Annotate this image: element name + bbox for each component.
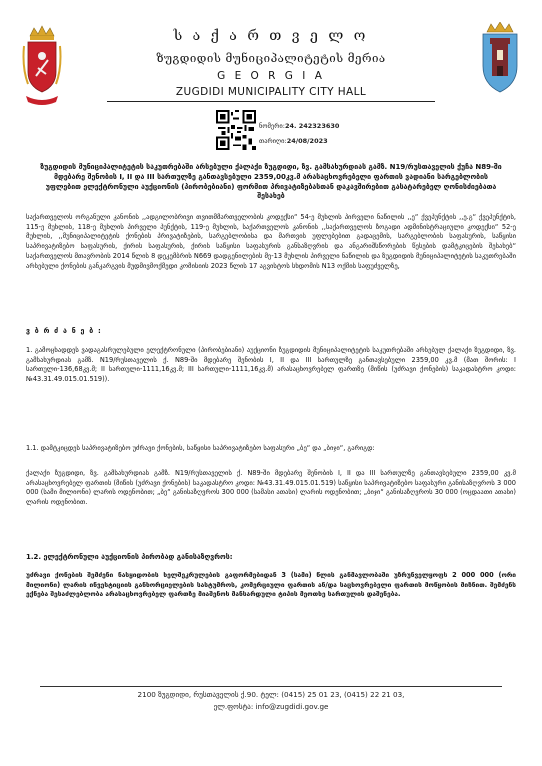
document-date-value: 24/08/2023 bbox=[286, 137, 328, 145]
header-title-georgian: ს ა ქ ა რ თ ვ ე ლ ო bbox=[173, 28, 369, 44]
document-number-label: ნომერი: bbox=[259, 122, 285, 130]
document-date-label: თარიღი: bbox=[259, 137, 287, 145]
zugdidi-city-emblem-icon bbox=[479, 22, 521, 94]
document-number bbox=[259, 122, 339, 130]
clause-1-2-heading: 1.2. ელექტრონული აუქციონის პირობად განისაზღვროს: bbox=[26, 553, 233, 561]
header-divider bbox=[107, 101, 435, 102]
qr-code-icon bbox=[216, 110, 256, 150]
footer-address: 2100 ზუგდიდი, რუსთაველის ქ.90. ტელ: (0415) 25 01 23, (0415) 22 21 03, bbox=[137, 690, 405, 699]
order-heading: ვ ბ რ ძ ა ნ ე ბ : bbox=[26, 327, 103, 335]
header-organization-english: ZUGDIDI MUNICIPALITY CITY HALL bbox=[175, 86, 367, 98]
header-subtitle-georgian: ზუგდიდის მუნიციპალიტეტის მერია bbox=[156, 51, 386, 65]
footer-divider bbox=[40, 686, 502, 687]
document-title: ზუგდიდის მუნიციპალიტეტის საკუთრებაში არსებული ქალაქი ზუგდიდი, ზვ. გამსახურდიას გამზ. N19/რუსთაველის ქუჩა N89-ში მდებარე შენობის I, II და III სართულზე განთავსებული 2359,00კვ.მ არასაცხოვრებელი ფართის ვადიანი სარგებლობის უფლებით ელექტრონული აუქციონის (პირობებიანი) ფორმით პრივატიზებასთან დაკავშირებით გასატარებელ ღონისძიებათა შესახებ bbox=[40, 163, 502, 201]
clause-1: 1. გამოცხადდეს ვადაგასრულებული ელექტრონული (პირობებიანი) აუქციონი ზუგდიდის მუნიციპალიტეტის საკუთრებაში არსებულ ქალაქი ზუგდიდი, ზვ. გამსახურდიას გამზ. N19/რუსთაველის ქ. N89-ში მდებარე შენობის I, II და III სართულზე განთავსებული 2359,00 კვ.მ (მათ შორის: I სართული-136,68კვ.მ; II სართული-1111,16კვ.მ; III სართული-1111,16კვ.მ) არასაცხოვრებელ ფართზე (მიწის (უძრავი ქონების) საკადასტრო კოდი: №43.31.49.015.01.519)). bbox=[26, 346, 516, 384]
clause-1-1-details: ქალაქი ზუგდიდი, ზვ. გამსახურდიას გამზ. N19/რუსთაველის ქ. N89-ში მდებარე შენობის I, II და III სართულზე განთავსებული 2359,00 კვ.მ არასაცხოვრებელ ფართის (მიწის (უძრავი ქონების) საკადასტრო კოდი: №43.31.49.015.01.519) საწყისი საპრივატიზებო საფასური განისაზღვროს 3 000 000 (სამი მილიონი) ლარის ოდენობით; „ბე“ განისაზღვროს 300 000 (სამასი ათასი) ლარის ოდენობით; „ბიჯი“ განისაზღვროს 30 000 (ოცდაათი ათასი) ლარის ოდენობით. bbox=[26, 469, 516, 507]
clause-1-1: 1.1. დამტკიცდეს საპრივატიზებო უძრავი ქონების, საწყისი საპრივატიზებო საფასური „ბე“ და „ბიჯი“, გარიგდ: bbox=[26, 444, 375, 452]
document-number-value: 24. 242323630 bbox=[284, 122, 340, 130]
georgia-coat-of-arms-icon bbox=[22, 24, 62, 112]
preamble-paragraph: საქართველოს ორგანული კანონის ,,ადგილობრივი თვითმმართველობის კოდექსი“ 54-ე მუხლის პირველი ნაწილის ,,ე“ ქვეპუნქტის ,,ე.გ“ ქვეპუნქტის, 115-ე მუხლის, 118-ე მუხლის პირველი პუნქტის, 119-ე მუხლის, საქართველოს კანონის ,,საქართველოს ზოგადი ადმინისტრაციული კოდექსი“ 52-ე მუხლის, ,,მუნიციპალიტეტის ქონების პრივატიზების, სარგებლობისა და მართვის უფლებებით გადაცემის, სარგებლობის საფასურის, საწყისი საპრივატიზებო საფასურის, ქირის საფასურის, ქირის საწყისი საფასურის განსაზღვრის და ანგარიშსწორების წესების დამტკიცების შესახებ“ საქართველოს მთავრობის 2014 წლის 8 დეკემბრის N669 დადგენილების მე-13 მუხლის პირველი ნაწილის და ზუგდიდის მუნიციპალიტეტის საკუთრებაში არსებული ქონების განკარგვის მუდმივმოქმედი კომისიის 2023 წლის 17 აგვისტოს სხდომის N13 ოქმის საფუძველზე, bbox=[26, 213, 516, 270]
letterhead bbox=[0, 14, 542, 104]
footer-email: ელ.ფოსტა: info@zugdidi.gov.ge bbox=[213, 702, 329, 711]
header-country-english: G E O R G I A bbox=[217, 70, 325, 82]
clause-1-2-conditions: უძრავი ქონების შემძენი ნასყიდობის ხელშეკრულების გაფორმებიდან 3 (სამი) წლის განმავლობაში უზრუნველყოფს 2 000 000 (ორი მილიონი) ლარის ინვესტიციის განხორციელების სასტუმროს, კომერციული ფართის ან/და საცხოვრებელი ფართის მოწყობის მიზნით. შემძენს ექნება შესაძლებლობა არასაცხოვრებელ ფართზე მიაშენოს მანსარდული ტიპის მეოთხე სართულის დაშენება. bbox=[26, 571, 516, 599]
document-date bbox=[259, 137, 328, 145]
